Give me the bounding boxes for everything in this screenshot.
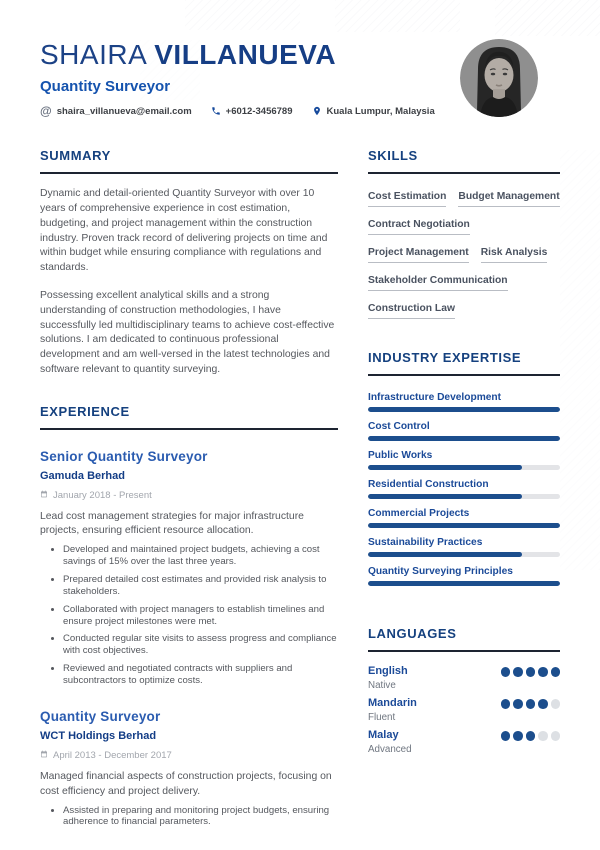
profile-photo	[460, 39, 538, 117]
job-company: WCT Holdings Berhad	[40, 730, 157, 743]
last-name: VILLANUEVA	[154, 39, 337, 70]
languages-section	[368, 626, 560, 755]
expertise-item	[368, 392, 560, 412]
email-text: shaira_villanueva@email.com	[56, 105, 192, 117]
summary-paragraph: Possessing excellent analytical skills and a strong understanding of construction methodologies, I have successfully led multidisciplinary teams to achieve cost-effective solutions. I am dedicated to continuous professional development and am well-versed in the latest technologies and software relevant to quantity surveying.	[40, 289, 335, 375]
location-text: Kuala Lumpur, Malaysia	[326, 105, 435, 117]
header	[40, 40, 560, 117]
skill-tag: Risk Analysis	[481, 247, 548, 263]
summary-paragraph: Dynamic and detail-oriented Quantity Surveyor with over 10 years of comprehensive experience in cost estimation, budgeting, and project management within the construction industry. Proven track record of delivering projects on time and within budget while ensuring compliance with regulations and standards.	[40, 188, 328, 274]
progress-bar-fill	[368, 407, 560, 412]
level-dot	[538, 699, 548, 709]
language-rating-dots	[501, 665, 561, 677]
industry-expertise-heading: INDUSTRY EXPERTISE	[368, 350, 522, 366]
language-item	[368, 665, 560, 691]
progress-bar-track	[368, 494, 560, 499]
level-dot	[513, 699, 523, 709]
phone-text: +6012-3456789	[225, 105, 293, 117]
skills-heading: SKILLS	[368, 148, 418, 164]
left-column	[40, 148, 338, 834]
expertise-label: Commercial Projects	[368, 508, 470, 520]
location-pin-icon	[312, 105, 322, 117]
expertise-item	[368, 566, 560, 586]
expertise-item	[368, 450, 560, 470]
expertise-list	[368, 392, 560, 586]
expertise-label: Cost Control	[368, 421, 430, 433]
expertise-item	[368, 508, 560, 528]
job-bullet: • Reviewed and negotiated contracts with suppliers and subcontractors to optimize costs.	[63, 663, 338, 687]
level-dot	[551, 731, 561, 741]
job-dates	[40, 750, 338, 761]
progress-bar-fill	[368, 494, 522, 499]
expertise-label: Quantity Surveying Principles	[368, 566, 513, 578]
job-entry	[40, 449, 338, 687]
job-title: Senior Quantity Surveyor	[40, 448, 208, 464]
expertise-item	[368, 421, 560, 441]
language-name: Malay	[368, 729, 399, 742]
section-divider	[368, 172, 560, 174]
profession-title: Quantity Surveyor	[40, 78, 171, 96]
level-dot	[501, 731, 511, 741]
person-name	[40, 40, 435, 69]
language-rating-dots	[501, 697, 561, 709]
progress-bar-track	[368, 465, 560, 470]
level-dot	[513, 667, 523, 677]
contact-phone	[211, 106, 293, 117]
expertise-label: Residential Construction	[368, 479, 489, 491]
job-bullet: • Prepared detailed cost estimates and provided risk analysis to stakeholders.	[63, 574, 338, 598]
progress-bar-fill	[368, 523, 560, 528]
progress-bar-track	[368, 436, 560, 441]
summary-heading: SUMMARY	[40, 148, 111, 164]
progress-bar-track	[368, 407, 560, 412]
job-bullet: • Developed and maintained project budgets, achieving a cost savings of 15% over the last three years.	[63, 544, 338, 568]
progress-bar-track	[368, 581, 560, 586]
level-dot	[551, 699, 561, 709]
skill-tag: Stakeholder Communication	[368, 275, 508, 291]
contact-row	[40, 105, 435, 117]
skill-tag: Project Management	[368, 247, 469, 263]
language-info	[368, 729, 412, 755]
progress-bar-track	[368, 523, 560, 528]
job-bullet-list	[40, 805, 338, 829]
job-entry	[40, 709, 338, 828]
language-name: Mandarin	[368, 697, 417, 710]
job-dates-text: January 2018 - Present	[53, 489, 152, 501]
level-dot	[513, 731, 523, 741]
progress-bar-fill	[368, 552, 522, 557]
job-company: Gamuda Berhad	[40, 469, 125, 482]
phone-icon	[211, 106, 221, 116]
language-info	[368, 665, 408, 691]
section-divider	[40, 428, 338, 430]
skill-tag: Cost Estimation	[368, 191, 446, 207]
job-bullet: • Collaborated with project managers to establish timelines and ensure project milestones were met.	[63, 604, 338, 628]
level-dot	[501, 667, 511, 677]
level-dot	[501, 699, 511, 709]
job-dates-text: April 2013 - December 2017	[53, 750, 172, 762]
language-item	[368, 729, 560, 755]
level-dot	[551, 667, 561, 677]
summary-section	[40, 148, 338, 377]
job-title: Quantity Surveyor	[40, 709, 161, 725]
expertise-label: Public Works	[368, 450, 433, 462]
content-columns	[40, 148, 560, 834]
progress-bar-fill	[368, 436, 560, 441]
progress-bar-fill	[368, 465, 522, 470]
language-info	[368, 697, 417, 723]
level-dot	[538, 667, 548, 677]
skill-tag: Construction Law	[368, 303, 455, 319]
skills-section	[368, 148, 560, 319]
level-dot	[526, 731, 536, 741]
job-bullet: • Conducted regular site visits to assess progress and compliance with cost objectives.	[63, 633, 338, 657]
job-bullet: • Assisted in preparing and monitoring project budgets, ensuring adherence to financial parameters.	[63, 805, 338, 829]
level-dot	[526, 699, 536, 709]
experience-heading: EXPERIENCE	[40, 403, 130, 419]
right-column	[368, 148, 560, 834]
calendar-icon	[40, 750, 48, 761]
language-rating-dots	[501, 729, 561, 741]
progress-bar-fill	[368, 581, 560, 586]
level-dot	[526, 667, 536, 677]
section-divider	[368, 374, 560, 376]
expertise-item	[368, 537, 560, 557]
job-description: Lead cost management strategies for major infrastructure projects, ensuring efficient resource allocation.	[40, 510, 304, 537]
job-description: Managed financial aspects of construction projects, focusing on cost efficiency and project delivery.	[40, 771, 332, 797]
expertise-label: Infrastructure Development	[368, 392, 502, 404]
section-divider	[368, 650, 560, 652]
skill-tag: Contract Negotiation	[368, 219, 470, 235]
job-dates	[40, 490, 338, 501]
language-list	[368, 665, 560, 755]
at-icon: @	[40, 104, 52, 119]
industry-expertise-section	[368, 350, 560, 586]
skill-tag: Budget Management	[458, 191, 559, 207]
languages-heading: LANGUAGES	[368, 626, 457, 642]
section-divider	[40, 172, 338, 174]
first-name: SHAIRA	[40, 39, 148, 70]
progress-bar-track	[368, 552, 560, 557]
language-level: Fluent	[368, 712, 396, 724]
experience-section	[40, 404, 338, 829]
language-level: Advanced	[368, 744, 412, 756]
expertise-label: Sustainability Practices	[368, 537, 483, 549]
language-item	[368, 697, 560, 723]
contact-email	[40, 105, 192, 117]
header-identity	[40, 40, 435, 117]
contact-location	[312, 105, 435, 117]
expertise-item	[368, 479, 560, 499]
job-bullet-list	[40, 544, 338, 687]
language-level: Native	[368, 680, 396, 692]
skills-list	[368, 191, 560, 319]
level-dot	[538, 731, 548, 741]
calendar-icon	[40, 490, 48, 501]
language-name: English	[368, 665, 408, 678]
